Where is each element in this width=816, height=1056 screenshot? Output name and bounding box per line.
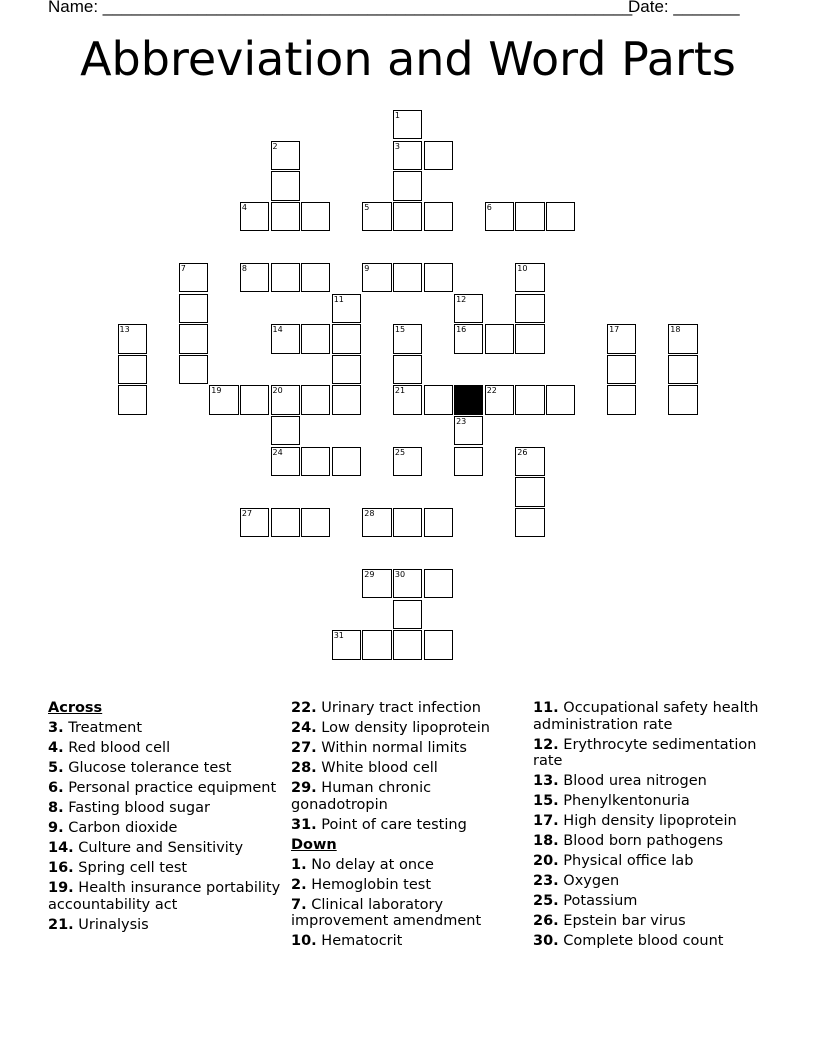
clue-item <box>291 897 527 930</box>
clue-text: Blood urea nitrogen <box>558 773 707 789</box>
clue-number: 2. <box>291 876 307 893</box>
clue-number-label: 29 <box>364 570 375 579</box>
crossword-cell[interactable] <box>515 263 544 292</box>
crossword-cell[interactable] <box>393 385 422 414</box>
clue-text: Oxygen <box>558 873 620 889</box>
clue-number: 5. <box>48 760 64 776</box>
clue-number: 29. <box>291 780 317 796</box>
clue-item <box>533 933 769 950</box>
crossword-cell[interactable] <box>515 294 544 323</box>
clue-item <box>291 760 527 777</box>
clue-text: No delay at once <box>306 856 434 873</box>
crossword-cell[interactable] <box>271 508 300 537</box>
clue-item <box>291 780 527 813</box>
clue-item <box>533 813 769 830</box>
clue-item <box>48 720 284 737</box>
clue-number: 14. <box>48 840 74 856</box>
clue-item <box>48 840 284 857</box>
clue-item <box>48 860 284 877</box>
clue-number: 26. <box>533 913 559 929</box>
clue-number-label: 9 <box>364 264 370 273</box>
across-heading: Across <box>48 700 103 716</box>
clue-number-label: 24 <box>272 447 283 457</box>
clue-text: White blood cell <box>316 760 438 776</box>
crossword-cell[interactable] <box>240 202 269 231</box>
crossword-cell[interactable] <box>271 171 300 200</box>
crossword-cell[interactable] <box>668 385 697 414</box>
clue-item <box>291 877 527 894</box>
clue-number-label: 3 <box>394 141 400 151</box>
clue-number-label: 10 <box>517 264 528 273</box>
clue-text: Health insurance portability accountability act <box>48 880 281 913</box>
clue-number: 15. <box>533 793 559 809</box>
crossword-cell[interactable] <box>454 324 483 353</box>
clue-number: 17. <box>533 813 559 829</box>
clue-number: 9. <box>48 820 64 836</box>
crossword-cell[interactable] <box>301 508 330 537</box>
crossword-cell[interactable] <box>515 477 544 506</box>
crossword-cell[interactable] <box>546 385 575 414</box>
clue-number-label: 30 <box>394 570 406 579</box>
clue-number: 30. <box>533 933 559 949</box>
clue-text: Epstein bar virus <box>558 913 686 929</box>
clue-item <box>533 913 769 930</box>
crossword-cell[interactable] <box>179 324 208 353</box>
crossword-cell[interactable] <box>271 447 300 476</box>
crossword-cell[interactable] <box>454 416 483 445</box>
crossword-cell[interactable] <box>209 385 238 414</box>
crossword-cell[interactable] <box>607 324 636 353</box>
clue-number: 24. <box>291 720 317 736</box>
crossword-cell[interactable] <box>607 385 636 414</box>
crossword-cell[interactable] <box>271 416 300 445</box>
crossword-cell[interactable] <box>179 294 208 323</box>
clue-number-label: 21 <box>394 386 406 396</box>
crossword-cell[interactable] <box>118 324 147 353</box>
clue-item <box>291 720 527 737</box>
clue-item <box>291 857 527 874</box>
clue-number-label: 7 <box>180 264 186 273</box>
crossword-cell[interactable] <box>515 447 544 476</box>
clue-number: 23. <box>533 873 559 889</box>
clue-text: Urinalysis <box>73 916 149 933</box>
crossword-cell[interactable] <box>424 202 453 231</box>
clue-item <box>533 893 769 910</box>
clue-number-label: 16 <box>456 325 467 335</box>
clue-text: Culture and Sensitivity <box>73 840 244 856</box>
clue-item <box>48 760 284 777</box>
clue-item <box>48 740 284 757</box>
crossword-cell[interactable] <box>515 385 544 414</box>
clue-text: Glucose tolerance test <box>63 760 232 776</box>
crossword-cell[interactable] <box>179 355 208 384</box>
clue-item <box>291 740 527 757</box>
crossword-cell[interactable] <box>179 263 208 292</box>
clue-number-label: 26 <box>517 447 528 457</box>
clue-number: 8. <box>48 800 64 816</box>
crossword-cell[interactable] <box>301 447 330 476</box>
clue-number-label: 20 <box>272 386 283 396</box>
crossword-cell[interactable] <box>118 385 147 414</box>
crossword-cell[interactable] <box>393 141 422 170</box>
clue-number: 18. <box>533 833 559 849</box>
crossword-cell[interactable] <box>393 263 422 292</box>
clues-column-2 <box>291 700 527 953</box>
clue-item <box>291 933 527 950</box>
clue-number-label: 28 <box>364 508 375 518</box>
clue-number-label: 1 <box>394 111 400 120</box>
clue-number: 4. <box>48 740 64 756</box>
clue-number: 20. <box>533 853 559 869</box>
clue-number-label: 17 <box>609 325 620 335</box>
clue-text: Urinary tract infection <box>316 700 481 716</box>
clue-number: 13. <box>533 773 559 789</box>
crossword-cell[interactable] <box>332 294 361 323</box>
crossword-cell[interactable] <box>362 630 391 659</box>
crossword-cell[interactable] <box>271 202 300 231</box>
crossword-cell[interactable] <box>393 569 422 598</box>
clue-text: Clinical laboratory improvement amendment <box>291 896 482 929</box>
clue-text: Erythrocyte sedimentation rate <box>533 736 757 769</box>
crossword-black-cell <box>454 385 483 414</box>
crossword-cell[interactable] <box>546 202 575 231</box>
crossword-cell[interactable] <box>271 141 300 170</box>
crossword-cell[interactable] <box>515 202 544 231</box>
crossword-cell[interactable] <box>515 508 544 537</box>
clue-text: Physical office lab <box>558 853 694 869</box>
crossword-cell[interactable] <box>393 508 422 537</box>
clue-number: 27. <box>291 740 317 756</box>
clue-number-label: 8 <box>241 264 247 273</box>
clue-number: 22. <box>291 700 317 716</box>
crossword-cell[interactable] <box>271 324 300 353</box>
crossword-cell[interactable] <box>118 355 147 384</box>
clue-number-label: 5 <box>364 202 370 212</box>
crossword-cell[interactable] <box>424 630 453 659</box>
clue-number-label: 11 <box>333 294 344 304</box>
crossword-cell[interactable] <box>362 202 391 231</box>
crossword-cell[interactable] <box>393 202 422 231</box>
clue-number: 16. <box>48 860 74 876</box>
clues-column-1 <box>48 700 284 937</box>
crossword-cell[interactable] <box>301 202 330 231</box>
down-heading: Down <box>291 836 337 853</box>
clue-text: Hematocrit <box>316 933 403 949</box>
clue-number-label: 18 <box>670 325 681 335</box>
crossword-cell[interactable] <box>424 385 453 414</box>
clue-number-label: 27 <box>241 508 253 518</box>
crossword-cell[interactable] <box>332 355 361 384</box>
clue-item <box>533 793 769 810</box>
crossword-cell[interactable] <box>362 263 391 292</box>
clue-number-label: 31 <box>333 631 344 641</box>
crossword-cell[interactable] <box>668 355 697 384</box>
clue-number-label: 22 <box>486 386 497 396</box>
clue-text: Low density lipoprotein <box>316 720 490 736</box>
clue-item <box>533 700 769 733</box>
name-field-label: Name: ________________________________________________________ <box>48 0 633 16</box>
clue-number-label: 25 <box>394 447 406 457</box>
clue-text: Spring cell test <box>73 860 188 876</box>
clue-number-label: 23 <box>456 417 467 426</box>
crossword-cell[interactable] <box>393 447 422 476</box>
crossword-cell[interactable] <box>301 324 330 353</box>
clue-text: Blood born pathogens <box>558 833 724 849</box>
crossword-cell[interactable] <box>485 385 514 414</box>
crossword-cell[interactable] <box>332 447 361 476</box>
crossword-cell[interactable] <box>424 508 453 537</box>
clue-text: Point of care testing <box>316 816 467 833</box>
crossword-cell[interactable] <box>240 508 269 537</box>
crossword-cell[interactable] <box>607 355 636 384</box>
clue-text: Personal practice equipment <box>63 780 277 796</box>
clue-number-label: 2 <box>272 141 278 151</box>
clue-number-label: 14 <box>272 325 283 335</box>
clue-text: Phenylkentonuria <box>558 793 690 809</box>
clue-number-label: 12 <box>456 294 467 304</box>
puzzle-title: Abbreviation and Word Parts <box>80 32 736 86</box>
crossword-cell[interactable] <box>393 324 422 353</box>
clue-text: Occupational safety health administration rate <box>533 700 759 733</box>
crossword-cell[interactable] <box>393 355 422 384</box>
crossword-cell[interactable] <box>240 263 269 292</box>
clue-number: 28. <box>291 760 317 776</box>
crossword-cell[interactable] <box>271 263 300 292</box>
clues-column-3 <box>533 700 769 953</box>
date-field-label: Date: _______ <box>628 0 740 16</box>
crossword-cell[interactable] <box>454 294 483 323</box>
crossword-cell[interactable] <box>393 110 422 139</box>
crossword-cell[interactable] <box>362 569 391 598</box>
crossword-cell[interactable] <box>393 630 422 659</box>
clue-item <box>533 873 769 890</box>
clue-item <box>533 853 769 870</box>
clue-text: Carbon dioxide <box>63 820 178 836</box>
clue-item <box>533 833 769 850</box>
clue-text: Hemoglobin test <box>306 876 432 893</box>
clue-number-label: 6 <box>486 202 492 212</box>
clue-item <box>48 917 284 934</box>
clue-item <box>48 800 284 817</box>
clue-text: Fasting blood sugar <box>63 800 210 816</box>
clue-number: 25. <box>533 893 559 909</box>
crossword-cell[interactable] <box>332 324 361 353</box>
crossword-cell[interactable] <box>362 508 391 537</box>
clue-text: Red blood cell <box>63 740 171 756</box>
clue-text: Complete blood count <box>558 933 724 949</box>
clue-number: 10. <box>291 933 317 949</box>
crossword-cell[interactable] <box>332 385 361 414</box>
clue-item <box>533 773 769 790</box>
clue-number: 1. <box>291 856 307 873</box>
clue-item <box>48 780 284 797</box>
clue-number: 11. <box>533 700 559 716</box>
clue-item <box>291 700 527 717</box>
clue-item <box>48 880 284 913</box>
crossword-cell[interactable] <box>301 385 330 414</box>
crossword-cell[interactable] <box>668 324 697 353</box>
crossword-cell[interactable] <box>424 569 453 598</box>
clue-number-label: 13 <box>119 325 130 335</box>
clue-item <box>48 820 284 837</box>
crossword-cell[interactable] <box>485 324 514 353</box>
clue-number: 6. <box>48 780 64 796</box>
crossword-cell[interactable] <box>424 263 453 292</box>
clue-number: 21. <box>48 916 74 933</box>
clue-number: 12. <box>533 736 559 753</box>
clue-item <box>291 817 527 834</box>
clue-number: 3. <box>48 720 64 736</box>
clue-text: High density lipoprotein <box>558 813 737 829</box>
clue-text: Human chronic gonadotropin <box>291 780 432 813</box>
clue-text: Potassium <box>558 893 638 909</box>
crossword-cell[interactable] <box>393 171 422 200</box>
clue-text: Within normal limits <box>316 740 467 756</box>
clue-number-label: 4 <box>241 202 247 212</box>
clue-text: Treatment <box>63 720 142 736</box>
clue-number: 7. <box>291 896 307 913</box>
crossword-cell[interactable] <box>301 263 330 292</box>
crossword-cell[interactable] <box>515 324 544 353</box>
crossword-cell[interactable] <box>332 630 361 659</box>
crossword-cell[interactable] <box>485 202 514 231</box>
crossword-cell[interactable] <box>393 600 422 629</box>
crossword-cell[interactable] <box>271 385 300 414</box>
crossword-cell[interactable] <box>424 141 453 170</box>
clue-number-label: 19 <box>211 386 222 396</box>
clue-number: 31. <box>291 816 317 833</box>
clue-item <box>533 737 769 770</box>
crossword-cell[interactable] <box>454 447 483 476</box>
clue-number: 19. <box>48 880 74 896</box>
crossword-cell[interactable] <box>240 385 269 414</box>
clue-number-label: 15 <box>394 325 406 335</box>
